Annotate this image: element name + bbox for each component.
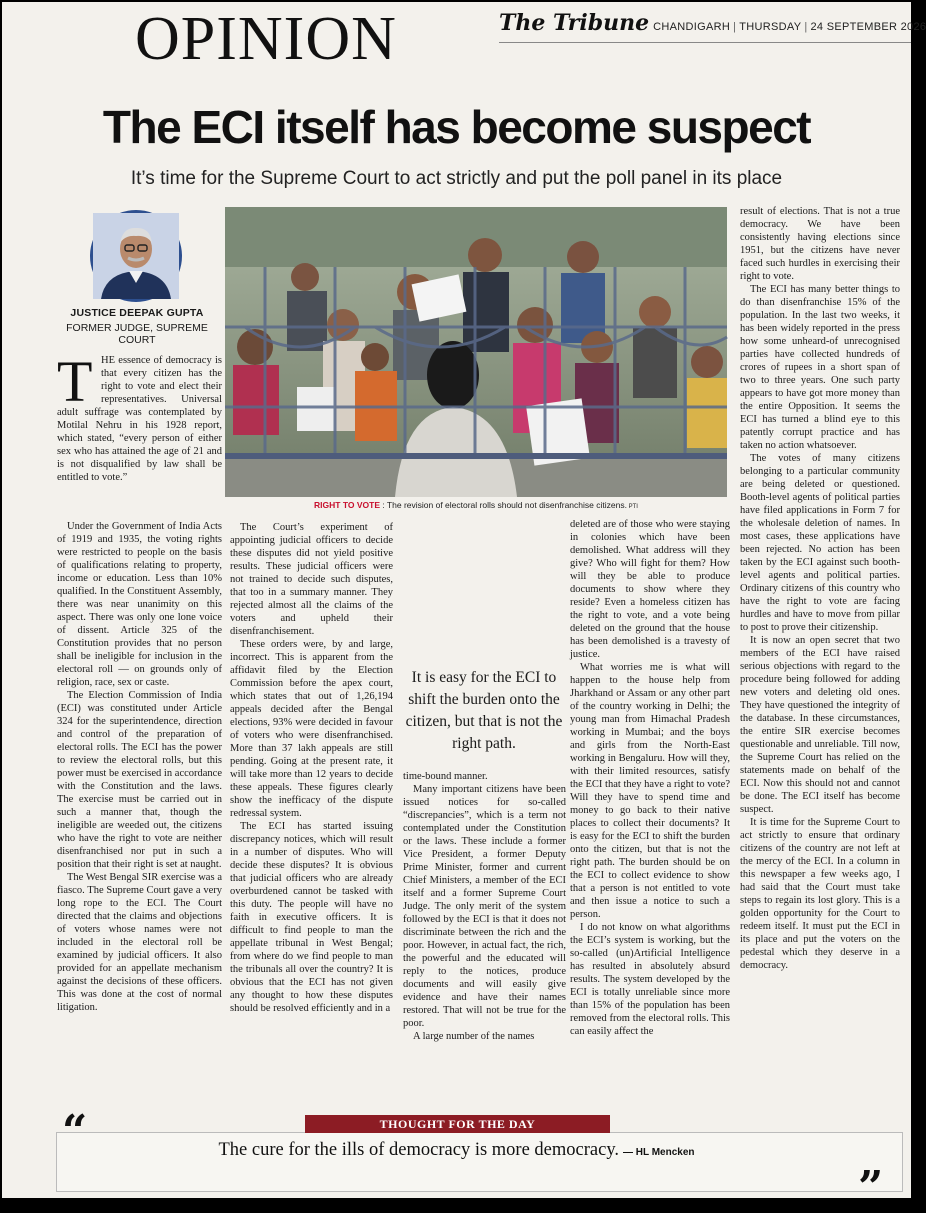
paragraph: The votes of many citizens belonging to a particular community are being deleted or questioned. Booth-level agents of political parties have filed applications in Form 7 for the wholesale deletion of names. In most cases, these applications have been rejected. No action has been taken by the ECI against such booth-level agents and political parties. Ordinary citizens of this country who have the right to vote are facing hurdles and have to move from pillar to post to prove their citizenship. (740, 453, 900, 633)
paragraph: The West Bengal SIR exercise was a fiasco. The Supreme Court gave a very long rope to the ECI. The Court directed that the claims and objections of voters whose names were not included in the electoral roll be examined by judicial officers. It also provided for an appellate mechanism against the decisions of these officers. This was done at the cost of normal litigation. (57, 872, 222, 1013)
article-column-2 (230, 521, 393, 1015)
paragraph: These orders were, by and large, incorrect. This is apparent from the affidavit filed by the Election Commission before the apex court, which states that out of 1,26,194 appeals decided after the Bengal elections, 93% were decided in favour of voters who were disenfranchised. More than 37 lakh appeals are still pending. Going at the present rate, it will take more than 12 years to decide these appeals. These figures clearly show the inefficacy of the dispute redressal system. (230, 639, 393, 819)
drop-cap: T (57, 349, 93, 414)
paragraph: A large number of the names (413, 1031, 535, 1042)
article-column-1-intro (57, 349, 222, 484)
thought-label: THOUGHT FOR THE DAY (305, 1115, 610, 1133)
paragraph: I do not know on what algorithms the ECI’s system is working, but the so-called (un)Artificial Intelligence has resulted in absolutely absurd results. The system developed by the ECI is totally unreliable since more than 15% of the population has been removed from the electoral rolls. This can easily affect the (570, 922, 730, 1037)
paragraph: deleted are of those who were staying in colonies which have been demolished. What address will they give? Who will fight for them? How will they be able to produce documents to show where they reside? Even a homeless citizen has the right to vote, and a vote being deleted on the ground that the house has been demolished is a travesty of justice. (570, 519, 730, 660)
headline: The ECI itself has become suspect (102, 101, 811, 153)
edition-date: 24 SEPTEMBER 2026 (810, 21, 926, 33)
author-role: FORMER JUDGE, SUPREME COURT (66, 322, 208, 346)
quote-attribution: — HL Mencken (623, 1147, 695, 1158)
thought-quote (2, 1140, 911, 1161)
paper-brand: The Tribune CHANDIGARH | THURSDAY | 24 SEPTEMBER 2026 (499, 10, 926, 36)
paragraph: The ECI has many better things to do than disenfranchise 15% of the population. In the last two weeks, it has been widely reported in the press how some unheard-of unrecognised parties have collected hundreds of crores of rupees in a short span of two to three years. One such party appears to have got more money than the entire Opposition. It seems the ECI has turned a blind eye to this patently corrupt practice and has taken no action whatsoever. (740, 284, 900, 451)
paragraph: It is time for the Supreme Court to act strictly to ensure that ordinary citizens of the country are not left at the mercy of the ECI. In a column in this newspaper a few weeks ago, I had said that the Court must take steps to regain its lost glory. This is a golden opportunity for the Court to redeem itself. It must put the ECI in its place and put the voters on the pedestal which they deserve in a democracy. (740, 817, 900, 971)
photo-caption (225, 500, 727, 510)
masthead-rule (499, 42, 911, 43)
pull-quote: It is easy for the ECI to shift the burden onto the citizen, but that is not the right path. (405, 669, 563, 752)
caption-credit: PTI (626, 504, 638, 510)
article-column-1 (57, 520, 222, 1014)
newspaper-page (2, 2, 926, 1213)
article-column-5 (740, 205, 900, 972)
author-name: JUSTICE DEEPAK GUPTA (70, 307, 204, 319)
edition-city: CHANDIGARH (653, 21, 731, 33)
caption-text: : The revision of electoral rolls should not disenfranchise citizens. (380, 500, 627, 510)
edition-day: THURSDAY (739, 21, 802, 33)
paragraph: The ECI has started issuing discrepancy notices, which will result in a number of disputes. Who will decide these disputes? It is obvious that judicial officers who are already overburdened cannot be tasked with this duty. The people will have no faith in executive officers. It is difficult to find people to man the appellate tribunal in West Bengal; from where do we find people to man the tribunals all over the country? It is obvious that the ECI has not given any thought to how these disputes should be resolved efficiently and in a (230, 821, 393, 1014)
article-column-3 (403, 770, 566, 1043)
paragraph: What worries me is what will happen to the house help from Jharkhand or Assam or any other part of the country working in Delhi; the young man from Himachal Pradesh working in Mumbai; and the boys and girls from the North-East working in Bengaluru. How will they, with their limited resources, satisfy the ECI that they have a right to vote? Will they have to spend time and money to go back to their native places to collect their documents? It is easy for the ECI to shift the burden onto the citizen, but that is not the right path. The burden should be on the ECI to collect evidence to show that a person is not entitled to vote and then issue a notice to such a person. (570, 662, 730, 920)
paragraph: time-bound manner. (403, 771, 488, 782)
subheadline: It’s time for the Supreme Court to act strictly and put the poll panel in its place (130, 168, 783, 189)
paragraph: Under the Government of India Acts of 1919 and 1935, the voting rights were restricted to people on the basis of qualifications relating to property, income or education. Less than 10% qualified. In the Constituent Assembly, there was near unanimity on this aspect. There was only one lone voice of dissent. Article 325 of the Constitution provides that no person shall be ineligible for inclusion in the electoral roll — on grounds only of religion, race, sex or caste. (57, 521, 222, 688)
section-title: OPINION (135, 5, 397, 73)
quote-text: The cure for the ills of democracy is more democracy. (218, 1140, 619, 1160)
author-avatar (90, 210, 182, 302)
news-photo (225, 207, 727, 497)
paragraph: Many important citizens have been issued notices for so-called “discrepancies”, which is a term not contemplated under the Constitution or the laws. These include a former Vice President, a former Deputy Prime Minister, former and current Chief Ministers, a member of the ECI itself and a former Supreme Court Judge. The only merit of the system followed by the ECI is that it does not discriminate between the rich and the poor. However, in actual fact, the rich, the powerful and the educated will reply to the notices, produce documents and will easily give evidence and have their names restored. That will not be true for the poor. (403, 784, 566, 1029)
article-column-4 (570, 518, 730, 1038)
paragraph: The Court’s experiment of appointing judicial officers to decide these disputes did not yield positive results. These judicial officers were not trained to decide such disputes, that too in a summary manner. They rejected almost all the claims of the voters and upheld their disenfranchisement. (230, 522, 393, 637)
paragraph: It is now an open secret that two members of the ECI have raised serious objections with regard to the procedure being followed for adding new voters and deleting old ones. They have questioned the integrity of the database. In these circumstances, the entire SIR exercise becomes questionable and unreliable. Till now, the Supreme Court has relied on the statements made on behalf of the ECI. Now this should not and cannot be done. The ECI itself has become suspect. (740, 635, 900, 815)
paper-logo: The Tribune (499, 10, 650, 36)
masthead (2, 2, 926, 82)
paragraph: result of elections. That is not a true democracy. We have been consistently having elections since 1951, but the citizens have never faced such hurdles in exercising their right to vote. (740, 206, 900, 282)
caption-label: RIGHT TO VOTE (314, 500, 380, 510)
close-quote-icon: ” (858, 1162, 884, 1213)
paragraph: The Election Commission of India (ECI) was constituted under Article 324 for the superintendence, direction and control of the preparation of electoral rolls. The ECI has the power to review the electoral rolls, but this power must be exercised in accordance with the Constitution and the laws. The exercise must be carried out in such a manner that, though the ineligible are weeded out, the citizens who have the right to vote are neither disenfranchised nor put in such a position that their right is set at naught. (57, 690, 222, 870)
paragraph: HE essence of democracy is that every citizen has the right to vote and elect their representatives. Universal adult suffrage was contemplated by Motilal Nehru in his 1928 report, which stated, “every person of either sex who has attained the age of 21 and is not disqualified by law shall be entitled to vote.” (57, 355, 222, 483)
open-quote-icon: “ (62, 1106, 88, 1157)
